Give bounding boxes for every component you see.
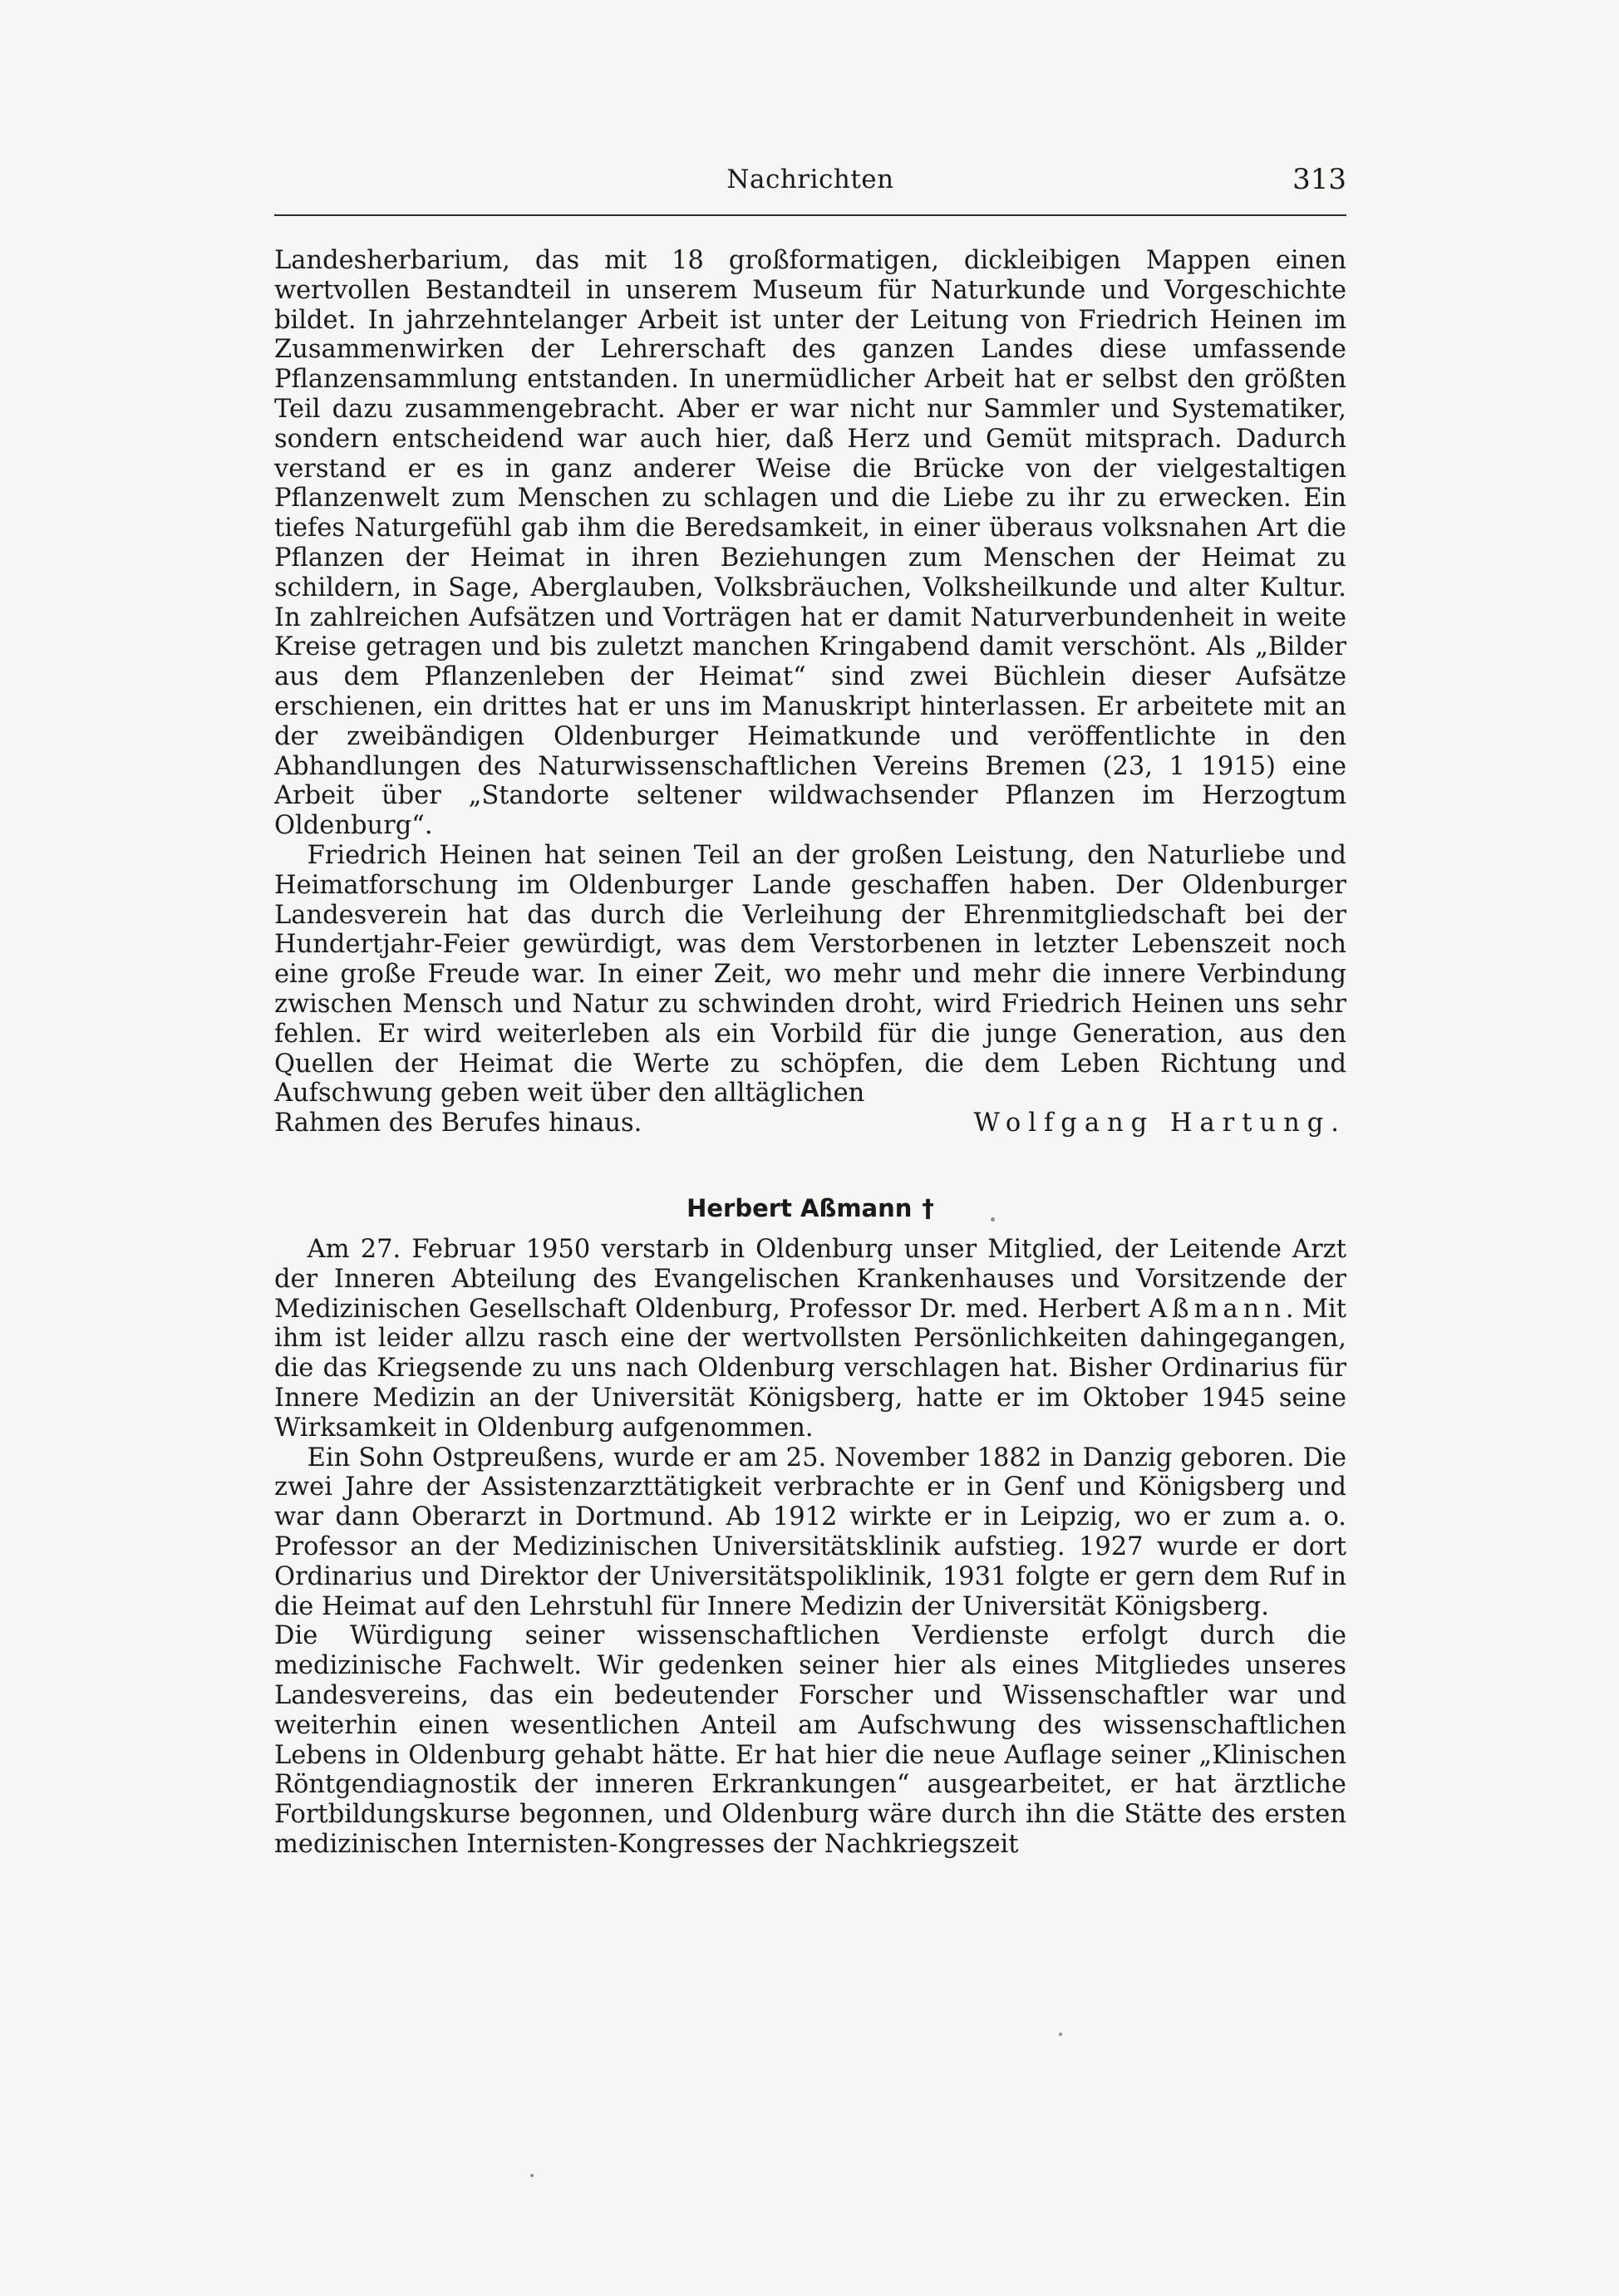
author-signature: Wolfgang Hartung.: [973, 1109, 1346, 1138]
paragraph: [274, 1235, 1346, 1443]
closing-text: Rahmen des Berufes hinaus.: [274, 1109, 642, 1138]
paragraph: Landesherbarium, das mit 18 großformatigen, dickleibigen Mappen einen wertvollen Bestandteil in unserem Museum für Naturkunde und Vorgeschichte bildet. In jahrzehntelanger Arbeit ist unter der Leitung von Friedrich Heinen im Zusammenwirken der Lehrerschaft des ganzen Landes diese umfassende Pflanzensammlung entstanden. In unermüdlicher Arbeit hat er selbst den größten Teil dazu zusammengebracht. Aber er war nicht nur Sammler und Systematiker, sondern entscheidend war auch hier, daß Herz und Gemüt mitsprach. Dadurch verstand er es in ganz anderer Weise die Brücke von der vielgestaltigen Pflanzenwelt zum Menschen zu schlagen und die Liebe zu ihr zu erwecken. Ein tiefes Naturgefühl gab ihm die Beredsamkeit, in einer überaus volksnahen Art die Pflanzen der Heimat in ihren Beziehungen zum Menschen der Heimat zu schildern, in Sage, Aberglauben, Volksbräuchen, Volksheilkunde und alter Kultur. In zahlreichen Aufsätzen und Vorträgen hat er damit Naturverbundenheit in weite Kreise getragen und bis zuletzt manchen Kringabend damit verschönt. Als „Bilder aus dem Pflanzenleben der Heimat“ sind zwei Büchlein dieser Aufsätze erschienen, ein drittes hat er uns im Manuskript hinterlassen. Er arbeitete mit an der zweibändigen Oldenburger Heimatkunde und veröffentlichte in den Abhandlungen des Naturwissenschaftlichen Vereins Bremen (23, 1 1915) eine Arbeit über „Standorte seltener wildwachsender Pflanzen im Herzogtum Oldenburg“.: [274, 246, 1346, 841]
paragraph: Friedrich Heinen hat seinen Teil an der großen Leistung, den Naturliebe und Heimatforschung im Oldenburger Lande geschaffen haben. Der Oldenburger Landesverein hat das durch die Verleihung der Ehrenmitgliedschaft bei der Hundertjahr-Feier gewürdigt, was dem Verstorbenen in letzter Lebenszeit noch eine große Freude war. In einer Zeit, wo mehr und mehr die innere Verbindung zwischen Mensch und Natur zu schwinden droht, wird Friedrich Heinen uns sehr fehlen. Er wird weiterleben als ein Vorbild für die junge Generation, aus den Quellen der Heimat die Werte zu schöpfen, die dem Leben Richtung und Aufschwung geben weit über den alltäglichen: [274, 840, 1346, 1109]
closing-line: [274, 1109, 1346, 1138]
page-number: 313: [1292, 163, 1346, 196]
obituary-assmann: [274, 1235, 1346, 1860]
dagger-mark: †: [922, 1194, 934, 1222]
obituary-heinen-continued: [274, 246, 1346, 1138]
running-header: [274, 160, 1346, 199]
print-speck: [991, 1217, 995, 1222]
spaced-name: Aßmann: [1149, 1294, 1286, 1324]
print-speck: [1059, 2033, 1062, 2036]
header-rule: [274, 214, 1346, 216]
paragraph-text: . Mit ihm ist leider allzu rasch eine der wertvollsten Persönlichkeiten dahingegangen, die das Kriegsende zu uns nach Oldenburg verschlagen hat. Bisher Ordinarius für Innere Medizin an der Universität Königsberg, hatte er im Oktober 1945 seine Wirksamkeit in Oldenburg aufgenommen.: [274, 1294, 1346, 1443]
section-heading: [274, 1190, 1346, 1227]
paragraph: Die Würdigung seiner wissenschaftlichen Verdienste erfolgt durch die medizinische Fachwelt. Wir gedenken seiner hier als eines Mitgliedes unseres Landesvereins, das ein bedeutender Forscher und Wissenschaftler war und weiterhin einen wesentlichen Anteil am Aufschwung des wissenschaftlichen Lebens in Oldenburg gehabt hätte. Er hat hier die neue Auflage seiner „Klinischen Röntgendiagnostik der inneren Erkrankungen“ ausgearbeitet, er hat ärztliche Fortbildungskurse begonnen, und Oldenburg wäre durch ihn die Stätte des ersten medizinischen Internisten-Kongresses der Nachkriegszeit: [274, 1621, 1346, 1859]
paragraph-text: Am 27. Februar 1950 verstarb in Oldenburg unser Mitglied, der Leitende Arzt der Inneren Abteilung des Evangelischen Krankenhauses und Vorsitzende der Medizinischen Gesellschaft Oldenburg, Professor Dr. med. Herbert: [274, 1235, 1346, 1324]
print-speck: [530, 2174, 534, 2177]
running-title: Nachrichten: [726, 165, 894, 194]
paragraph: Ein Sohn Ostpreußens, wurde er am 25. November 1882 in Danzig geboren. Die zwei Jahre der Assistenzarzttätigkeit verbrachte er in Genf und Königsberg und war dann Oberarzt in Dortmund. Ab 1912 wirkte er in Leipzig, wo er zum a. o. Professor an der Medizinischen Universitätsklinik aufstieg. 1927 wurde er dort Ordinarius und Direktor der Universitätspoliklinik, 1931 folgte er gern dem Ruf in die Heimat auf den Lehrstuhl für Innere Medizin der Universität Königsberg.: [274, 1443, 1346, 1621]
obituary-name: Herbert Aßmann: [686, 1194, 913, 1222]
